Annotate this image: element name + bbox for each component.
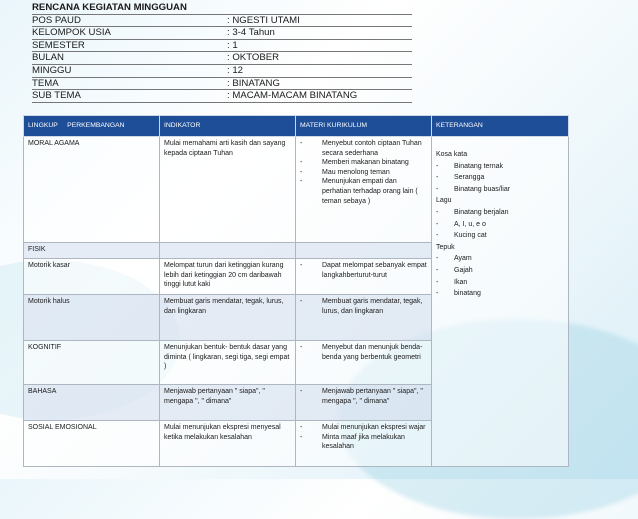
header-key: TEMA bbox=[32, 77, 59, 89]
list-item bbox=[300, 168, 427, 178]
bullet-dash: - bbox=[436, 185, 439, 193]
list-item bbox=[300, 423, 427, 433]
keterangan-item-text: binatang bbox=[454, 290, 481, 298]
list-item-text: Memberi makanan binatang bbox=[322, 159, 409, 167]
bullet-dash: - bbox=[436, 220, 439, 228]
keterangan-item bbox=[436, 219, 564, 231]
list-item bbox=[300, 433, 427, 452]
list-item bbox=[300, 343, 427, 362]
header-value: : BINATANG bbox=[227, 77, 280, 89]
column-header-indikator: INDIKATOR bbox=[160, 116, 296, 137]
header-row bbox=[32, 15, 412, 28]
header-key: SUB TEMA bbox=[32, 90, 81, 102]
list-item-text: Membuat garis mendatar, tegak, lurus, dan lingkaran bbox=[322, 298, 423, 315]
list-item bbox=[300, 387, 427, 406]
header-row bbox=[32, 78, 412, 91]
list-item-text: Menunjukan empati dan perhatian terhadap orang lain ( teman sebaya ) bbox=[322, 178, 418, 205]
cell-lingkup: Motorik halus bbox=[24, 295, 160, 341]
bullet-dash: - bbox=[300, 433, 303, 441]
keterangan-item bbox=[436, 265, 564, 277]
header-value: : 12 bbox=[227, 64, 244, 76]
keterangan-item bbox=[436, 161, 564, 173]
bullet-dash: - bbox=[436, 266, 439, 274]
keterangan-item bbox=[436, 207, 564, 219]
list-item-text: Dapat melompat sebanyak empat langkahberturut-turut bbox=[322, 262, 427, 279]
header-value: : OKTOBER bbox=[227, 52, 280, 64]
cell-indikator: Menunjukan bentuk- bentuk dasar yang diminta ( lingkaran, segi tiga, segi empat ) bbox=[160, 341, 296, 385]
list-item bbox=[300, 261, 427, 280]
bullet-dash: - bbox=[436, 174, 439, 182]
cell-indikator: Mulai memahami arti kasih dan sayang kepada ciptaan Tuhan bbox=[160, 137, 296, 243]
keterangan-item-text: Serangga bbox=[454, 174, 485, 182]
bullet-dash: - bbox=[436, 208, 439, 216]
cell-lingkup: BAHASA bbox=[24, 385, 160, 421]
cell-lingkup: MORAL AGAMA bbox=[24, 137, 160, 243]
keterangan-heading: Lagu bbox=[436, 197, 452, 205]
keterangan-item bbox=[436, 184, 564, 196]
keterangan-item bbox=[436, 288, 564, 300]
cell-materi bbox=[296, 137, 432, 243]
list-item bbox=[300, 139, 427, 158]
header-row bbox=[32, 52, 412, 65]
header-row bbox=[32, 40, 412, 53]
header-value: : 3-4 Tahun bbox=[227, 27, 275, 39]
document-title: RENCANA KEGIATAN MINGGUAN bbox=[32, 2, 412, 15]
keterangan-item-text: Ayam bbox=[454, 255, 472, 263]
keterangan-item-text: Ikan bbox=[454, 278, 468, 286]
list-item bbox=[300, 158, 427, 168]
bullet-dash: - bbox=[300, 140, 303, 147]
keterangan-item-text: A, I, u, e o bbox=[454, 220, 486, 228]
bullet-dash: - bbox=[300, 388, 303, 395]
bullet-dash: - bbox=[436, 232, 439, 240]
bullet-dash: - bbox=[436, 278, 439, 286]
cell-materi bbox=[296, 243, 432, 259]
list-item-text: Mulai menunjukan ekspresi wajar bbox=[322, 424, 426, 431]
list-item-text: Menyebut contoh ciptaan Tuhan secara sederhana bbox=[322, 140, 422, 157]
cell-indikator: Menjawab pertanyaan " siapa", " mengapa ", " dimana" bbox=[160, 385, 296, 421]
header-key: POS PAUD bbox=[32, 14, 81, 26]
bullet-dash: - bbox=[300, 344, 303, 351]
header-key: BULAN bbox=[32, 52, 64, 64]
bullet-dash: - bbox=[436, 255, 439, 263]
cell-keterangan bbox=[432, 137, 569, 467]
cell-indikator: Membuat garis mendatar, tegak, lurus, dan lingkaran bbox=[160, 295, 296, 341]
keterangan-item-text: Binatang berjalan bbox=[454, 208, 509, 216]
document-header bbox=[32, 2, 412, 103]
list-item bbox=[300, 297, 427, 316]
keterangan-item bbox=[436, 172, 564, 184]
bullet-dash: - bbox=[300, 159, 303, 167]
bullet-dash: - bbox=[300, 424, 303, 431]
header-value: : 1 bbox=[227, 39, 238, 51]
header-row bbox=[32, 27, 412, 40]
cell-materi bbox=[296, 295, 432, 341]
cell-materi bbox=[296, 341, 432, 385]
keterangan-item-text: Kucing cat bbox=[454, 232, 487, 240]
header-key: MINGGU bbox=[32, 64, 72, 76]
header-row bbox=[32, 90, 412, 103]
header-row bbox=[32, 65, 412, 78]
keterangan-heading: Tepuk bbox=[436, 243, 455, 251]
keterangan-item bbox=[436, 230, 564, 242]
column-header-lingkup: LINGKUP PERKEMBANGAN bbox=[24, 116, 160, 137]
cell-indikator: Melompat turun dari ketinggian kurang lebih dari ketinggian 20 cm daribawah tinggi lutut kaki bbox=[160, 259, 296, 295]
bullet-dash: - bbox=[300, 168, 303, 176]
keterangan-item bbox=[436, 253, 564, 265]
table-row bbox=[24, 137, 569, 243]
list-item-text: Menjawab pertanyaan " siapa", " mengapa ", " dimana" bbox=[322, 388, 423, 405]
keterangan-item-text: Gajah bbox=[454, 266, 473, 274]
column-header-keterangan: KETERANGAN bbox=[432, 116, 569, 137]
keterangan-item-text: Binatang buas/liar bbox=[454, 185, 511, 193]
bullet-dash: - bbox=[436, 162, 439, 170]
cell-materi bbox=[296, 259, 432, 295]
bullet-dash: - bbox=[436, 290, 439, 298]
keterangan-item-text: Binatang ternak bbox=[454, 162, 504, 170]
bullet-dash: - bbox=[300, 262, 303, 269]
header-value: : NGESTI UTAMI bbox=[227, 14, 300, 26]
cell-lingkup: KOGNITIF bbox=[24, 341, 160, 385]
header-key: KELOMPOK USIA bbox=[32, 27, 111, 39]
header-key: SEMESTER bbox=[32, 39, 85, 51]
list-item-text: Minta maaf jika melakukan kesalahan bbox=[322, 433, 405, 451]
cell-materi bbox=[296, 421, 432, 467]
column-header-materi: MATERI KURIKULUM bbox=[296, 116, 432, 137]
header-value: : MACAM-MACAM BINATANG bbox=[227, 90, 358, 102]
cell-lingkup: Motorik kasar bbox=[24, 259, 160, 295]
cell-lingkup: SOSIAL EMOSIONAL bbox=[24, 421, 160, 467]
cell-materi bbox=[296, 385, 432, 421]
cell-indikator: Mulai menunjukan ekspresi menyesal ketika melakukan kesalahan bbox=[160, 421, 296, 467]
keterangan-heading: Kosa kata bbox=[436, 151, 468, 158]
cell-lingkup: FISIK bbox=[24, 243, 160, 259]
keterangan-item bbox=[436, 277, 564, 289]
table-header-row bbox=[24, 116, 569, 137]
cell-indikator bbox=[160, 243, 296, 259]
list-item-text: Mau menolong teman bbox=[322, 168, 390, 176]
bullet-dash: - bbox=[300, 178, 303, 186]
bullet-dash: - bbox=[300, 298, 303, 305]
list-item-text: Menyebut dan menunjuk benda-benda yang berbentuk geometri bbox=[322, 344, 423, 361]
activity-table bbox=[23, 115, 569, 467]
list-item bbox=[300, 177, 427, 206]
